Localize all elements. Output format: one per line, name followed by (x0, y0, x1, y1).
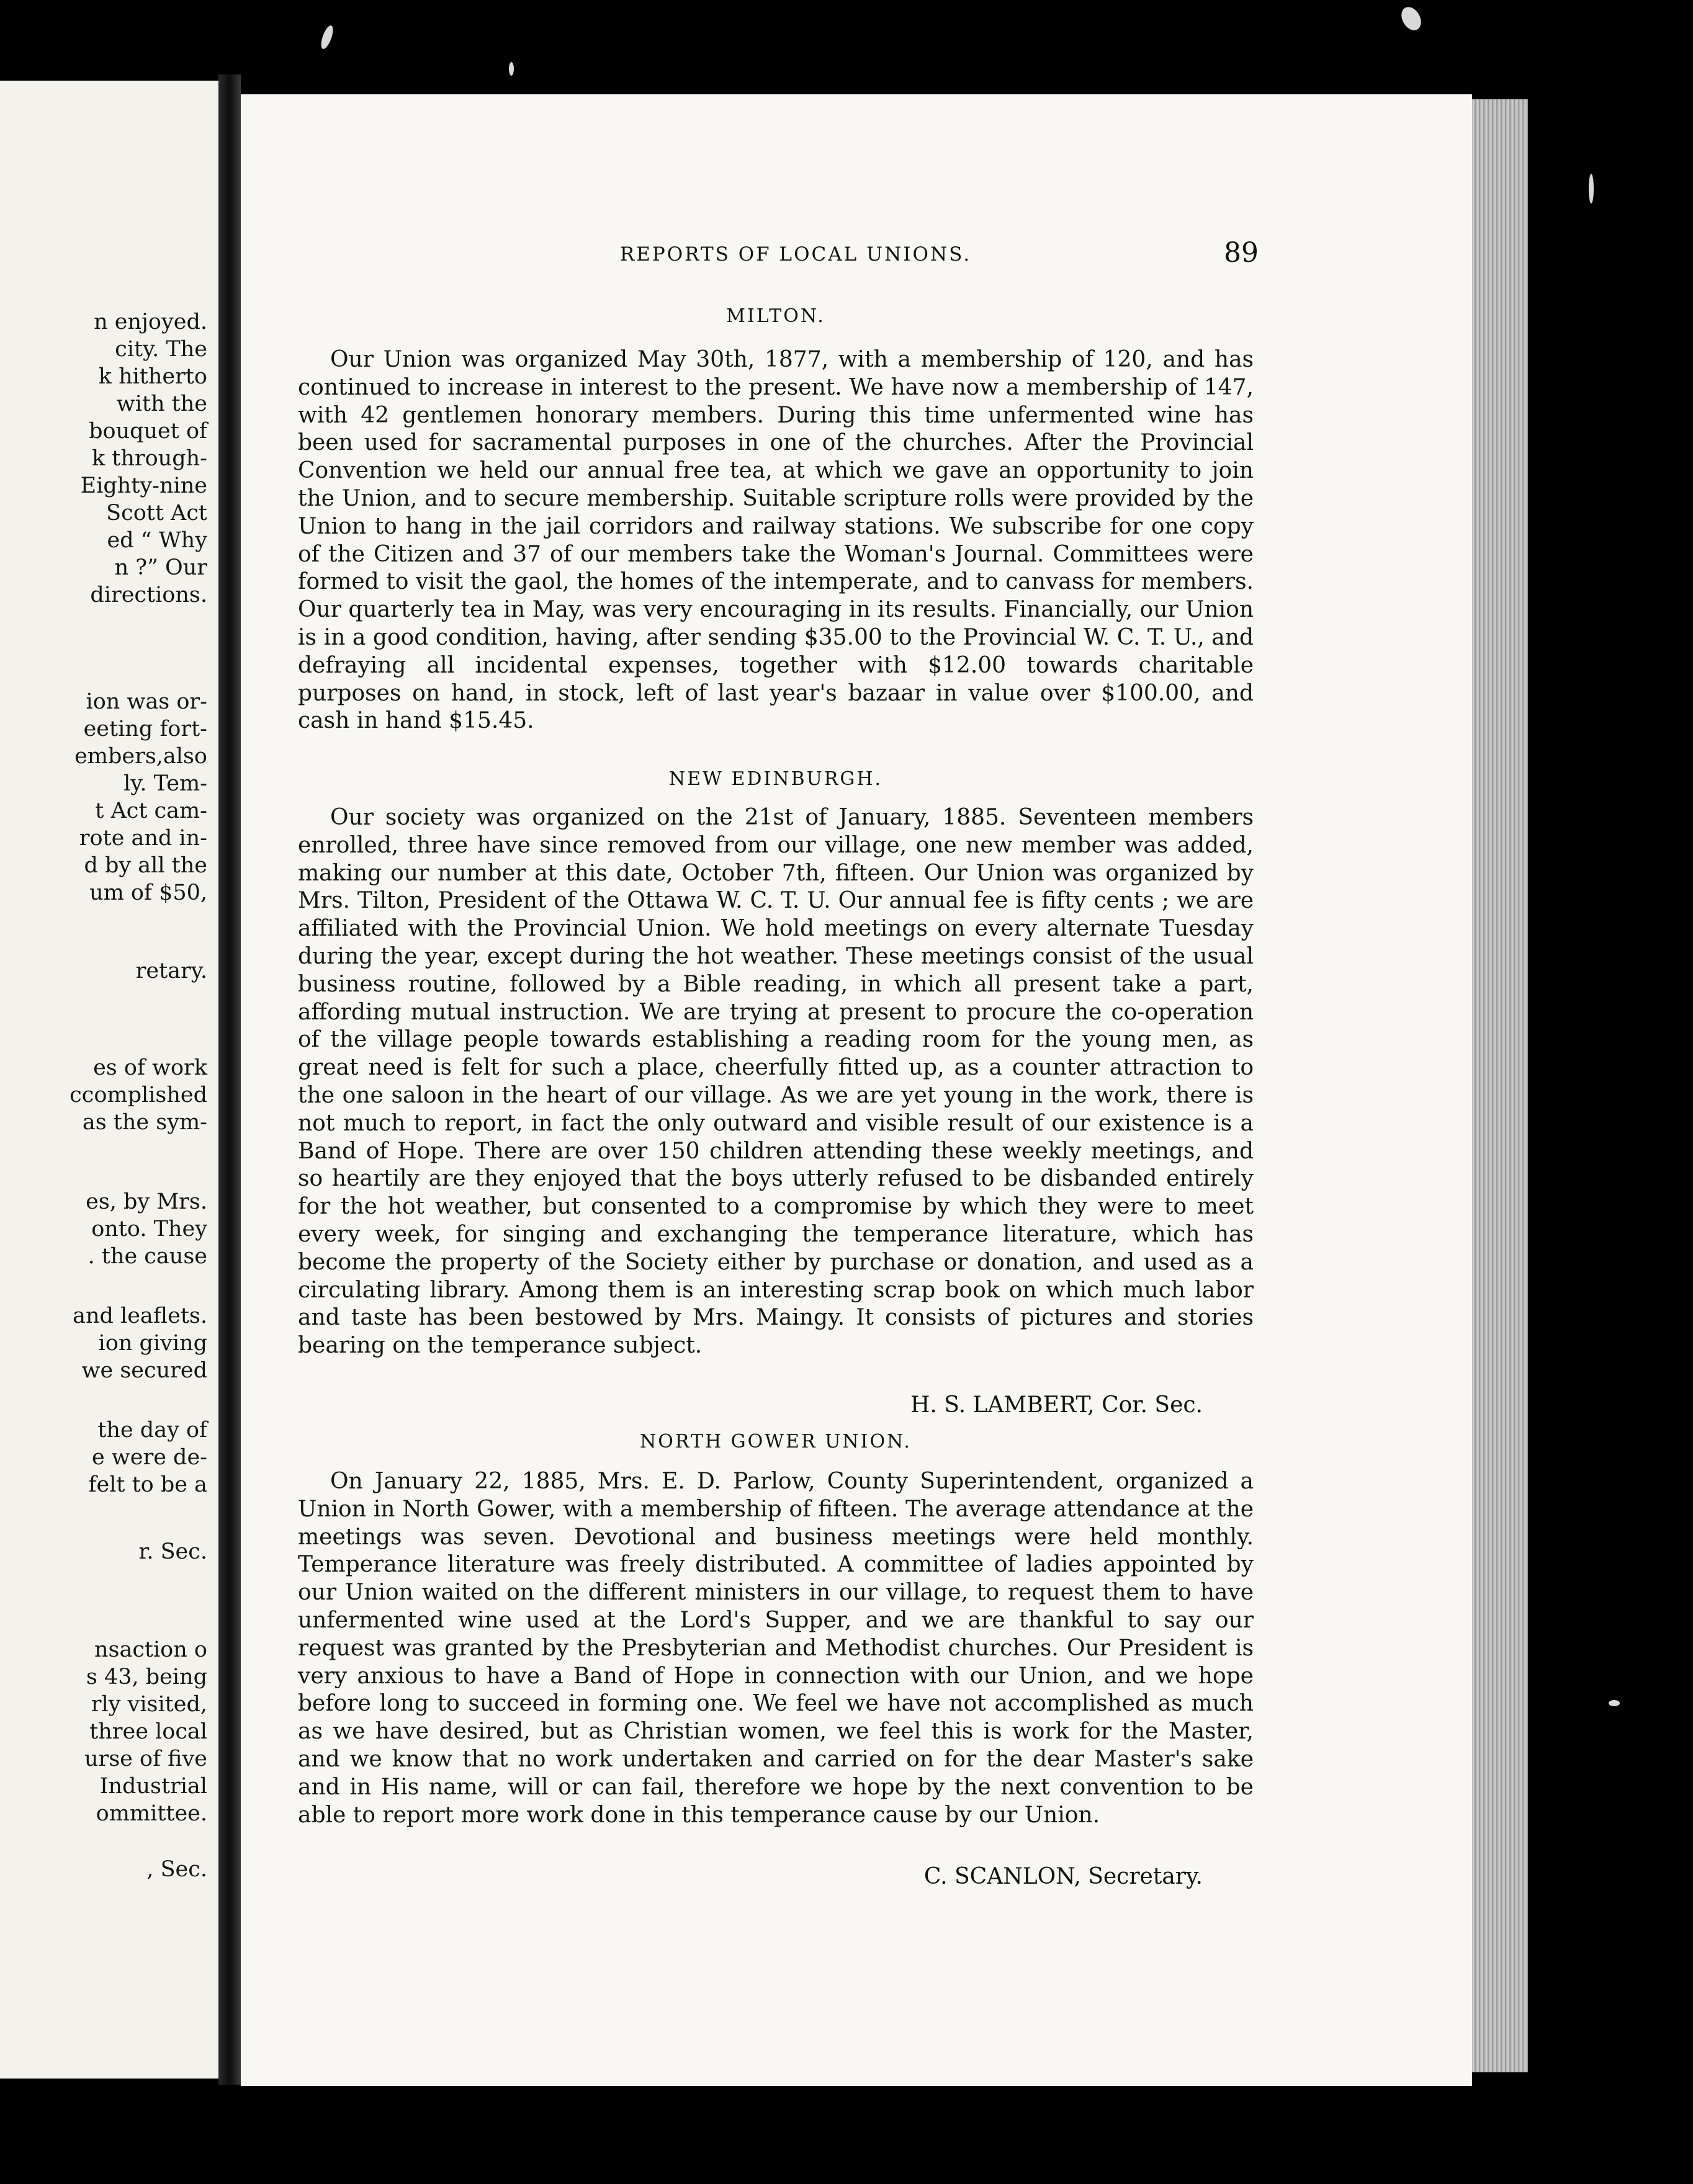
signature-lambert-text: H. S. LAMBERT, Cor. Sec. (910, 1392, 1203, 1418)
section-body-new-edinburgh: Our society was organized on the 21st of January, 1885. Seventeen members enrolled, three have since removed from our village, one new member was added, making our number at this date, October 7th, fifteen. Our Union was organized by Mrs. Tilton, President of the Ottawa W. C. T. U. Our annual fee is fifty cents ; we are affiliated with the Provincial Union. We hold meetings on every alternate Tuesday during the year, except during the hot weather. These meetings consist of the usual business routine, followed by a Bible reading, in which all present take a part, affording mutual instruction. We are trying at present to procure the co-operation of the village people towards establishing a reading room for the young men, as great need is felt for such a place, cheerfully fitted up, as a counter attraction to the one saloon in the heart of our village. As we are yet young in the work, there is not much to report, in fact the only outward and visible result of our existence is a Band of Hope. There are over 150 children attending these weekly meetings, and so heartily are they enjoyed that the boys utterly refused to be disbanded entirely for the hot weather, but consented to a compromise by which they were to meet every week, for singing and exchanging the temperance literature, which has become the property of the Society either by purchase or donation, and used as a circulating library. Among them is an interesting scrap book on which much labor and taste has been bestowed by Mrs. Maingy. It consists of pictures and stories bearing on the temperance subject. (298, 805, 1254, 1359)
left-page-line: e were de- (91, 1445, 207, 1470)
left-page-line: n enjoyed. (94, 310, 207, 334)
left-page-line: Industrial (99, 1774, 207, 1799)
left-page-line: nsaction o (94, 1637, 207, 1662)
left-page-line: ccomplished (70, 1083, 207, 1108)
left-page-line: k hitherto (98, 364, 207, 389)
left-page-line: um of $50, (89, 880, 207, 905)
left-page-line: felt to be a (88, 1472, 207, 1497)
left-page-line: bouquet of (89, 419, 207, 444)
left-page-line: rly visited, (91, 1692, 207, 1717)
page-edges (1472, 99, 1528, 2072)
running-title: REPORTS OF LOCAL UNIONS. (619, 243, 972, 266)
scan-speck (1609, 1700, 1620, 1706)
page-number: 89 (1224, 237, 1259, 269)
left-page-line: , Sec. (146, 1857, 207, 1882)
section-body-milton: Our Union was organized May 30th, 1877, with a membership of 120, and has continued to increase in interest to the present. We have now a membership of 147, with 42 gentlemen honorary members. During this time unfermented wine has been used for sacramental purposes in one of the churches. After the Provincial Convention we held our annual free tea, at which we gave an opportunity to join the Union, and to secure membership. Suitable scripture rolls were provided by the Union to hang in the jail corridors and railway stations. We subscribe for one copy of the Citizen and 37 of our members take the Woman's Journal. Committees were formed to visit the gaol, the homes of the intemperate, and to canvass for members. Our quarterly tea in May, was very encouraging in its results. Financially, our Union is in a good condition, having, after sending $35.00 to the Provincial W. C. T. U., and defraying all incidental expenses, together with $12.00 towards charitable purposes on hand, in stock, left of last year's bazaar in value over $100.00, and cash in hand $15.45. (298, 347, 1254, 734)
left-page-line: es of work (93, 1055, 207, 1080)
signature-lambert (910, 1392, 1203, 1418)
left-page-line: es, by Mrs. (86, 1189, 207, 1214)
left-page-line: ly. Tem- (123, 771, 207, 796)
section-title-milton: MILTON. (726, 305, 825, 327)
left-page-line: r. Sec. (138, 1539, 207, 1564)
left-page-line: embers,also (74, 744, 207, 769)
left-page-line: three local (89, 1719, 207, 1744)
left-page-line: we secured (81, 1358, 207, 1383)
scan-speck (319, 24, 336, 50)
section-title-north-gower: NORTH GOWER UNION. (640, 1431, 912, 1452)
signature-scanlon (924, 1864, 1203, 1889)
left-page-line: directions. (90, 583, 207, 607)
book-gutter (218, 74, 241, 2085)
left-page-line: the day of (97, 1418, 207, 1443)
scan-speck (1589, 174, 1594, 204)
left-page-line: and leaflets. (73, 1304, 207, 1328)
left-page-line: d by all the (84, 853, 207, 878)
signature-scanlon-text: C. SCANLON, Secretary. (923, 1864, 1203, 1889)
left-page-line: as the sym- (82, 1110, 207, 1135)
left-facing-page (0, 81, 218, 2079)
left-page-line: t Act cam- (95, 799, 207, 823)
section-title-new-edinburgh: NEW EDINBURGH. (668, 768, 883, 790)
section-body-north-gower: On January 22, 1885, Mrs. E. D. Parlow, County Superintendent, organized a Union in North Gower, with a membership of fifteen. The average attendance at the meetings was seven. Devotional and business meetings were held monthly. Temperance literature was freely distributed. A committee of ladies appointed by our Union waited on the different ministers in our village, to request them to have unfermented wine used at the Lord's Supper, and we are thankful to say our request was granted by the Presbyterian and Methodist churches. Our President is very anxious to have a Band of Hope in connection with our Union, and we hope before long to succeed in forming one. We feel we have not accomplished as much as we have desired, but as Christian women, we feel this is work for the Master, and we know that no work undertaken and carried on for the dear Master's sake and in His name, will or can fail, therefore we hope by the next convention to be able to report more work done in this temperance cause by our Union. (298, 1469, 1254, 1828)
left-page-line: s 43, being (86, 1665, 207, 1689)
left-page-line: city. The (115, 337, 207, 362)
left-page-line: Scott Act (106, 501, 207, 526)
left-page-line: with the (116, 392, 207, 416)
left-page-line: eeting fort- (83, 717, 207, 741)
left-page-line: Eighty-nine (80, 473, 207, 498)
left-page-line: urse of five (84, 1747, 207, 1771)
left-page-line: . the cause (88, 1244, 207, 1269)
left-page-line: rote and in- (79, 826, 207, 851)
left-page-line: ion was or- (86, 689, 207, 714)
left-page-line: onto. They (91, 1217, 207, 1242)
scan-speck (509, 62, 514, 76)
left-page-line: ommittee. (96, 1801, 207, 1826)
left-page-line: k through- (91, 446, 207, 471)
left-page-line: ed “ Why (107, 528, 207, 553)
left-page-line: n ?” Our (114, 555, 207, 580)
scan-speck (1398, 4, 1425, 34)
left-page-line: ion giving (98, 1331, 207, 1356)
left-page-line: retary. (135, 959, 207, 983)
